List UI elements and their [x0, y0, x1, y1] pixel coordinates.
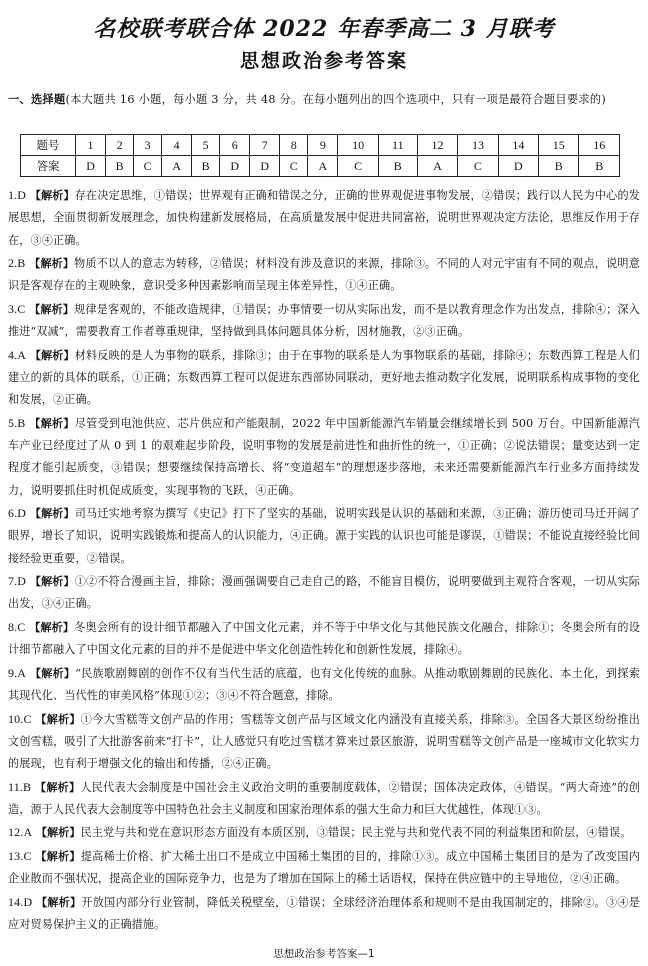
- item-text: 司马迁实地考察为撰写《史记》打下了坚实的基础，说明实践是认识的基础和来源，③正确；游历使司马迁开阔了眼界，增长了知识，说明实践锻炼和提高人的认识能力，④正确。源于实践的认识也可能是谬误，①错误；不能说直接经验比间接经验更重要，②错误。: [8, 507, 640, 565]
- item-number: 12.A: [8, 825, 33, 840]
- analysis-tag: 【解析】: [29, 302, 75, 316]
- question-number: 15: [539, 135, 579, 156]
- answer-table: [20, 134, 620, 177]
- answer-cell: C: [458, 156, 498, 177]
- explanation-item: [8, 412, 640, 502]
- question-number: 5: [192, 135, 220, 156]
- answer-cell: A: [162, 156, 192, 177]
- item-number: 14.D: [8, 894, 33, 909]
- question-number: 10: [338, 135, 378, 156]
- analysis-tag: 【解析】: [29, 348, 75, 362]
- answer-cell: C: [338, 156, 378, 177]
- item-text: 尽管受到电池供应、芯片供应和产能限制，2022 年中国新能源汽车销量会继续增长到 500 万台。中国新能源汽车产业已经度过了从 0 到 1 的艰难起步阶段，说明事物的发展是前进性和曲折性的统一，①正确；②说法错误；量变达到一定程度才能引起质变，③错误；想要继续保持高增长、将“变道超车”的理想逐步落地，未来还需要新能源汽车行业多方面持续发力，说明要抓住时机促成质变，实现事物的飞跃，④正确。: [8, 416, 640, 497]
- item-number: 9.A: [8, 665, 27, 680]
- item-text: 开放国内部分行业管制，降低关税壁垒，①错误；全球经济治理体系和规则不是由我国制定的，排除②。③④是应对贸易保护主义的正确措施。: [8, 895, 640, 931]
- analysis-tag: 【解析】: [35, 826, 81, 840]
- item-number: 4.A: [8, 347, 27, 362]
- explanation-item: [8, 298, 640, 344]
- explanation-item: [8, 776, 640, 822]
- question-number: 3: [134, 135, 162, 156]
- analysis-tag: 【解析】: [35, 780, 81, 794]
- question-number: 1: [76, 135, 106, 156]
- item-number: 5.B: [8, 415, 26, 430]
- answer-cell: B: [579, 156, 620, 177]
- explanation-item: [8, 252, 640, 298]
- analysis-tag: 【解析】: [35, 849, 81, 863]
- answer-cell: B: [192, 156, 220, 177]
- section-heading: 一、选择题: [8, 93, 66, 106]
- analysis-tag: 【解析】: [29, 620, 75, 634]
- question-number: 8: [280, 135, 308, 156]
- row-label-answer: 答案: [21, 156, 76, 177]
- item-number: 8.C: [8, 619, 26, 634]
- item-text: 民主党与共和党在意识形态方面没有本质区别，③错误；民主党与共和党代表不同的利益集团和阶层，④错误。: [80, 826, 632, 840]
- analysis-tag: 【解析】: [29, 666, 76, 680]
- item-text: 人民代表大会制度是中国社会主义政治文明的重要制度载体，②错误；国体决定政体，④错误。“两大奇迹”的创造，源于人民代表大会制度等中国特色社会主义制度和国家治理体系的强大生命力和巨大优越性，体现①③。: [8, 780, 640, 816]
- analysis-tag: 【解析】: [29, 507, 75, 521]
- item-text: 物质不以人的意志为转移，②错误；材料没有涉及意识的来源，排除③。不同的人对元宇宙有不同的观点，说明意识是客观存在的主观映象，意识受多种因素影响而呈现主体差异性，①④正确。: [8, 257, 640, 293]
- item-text: 冬奥会所有的设计细节都融入了中国文化元素，并不等于中华文化与其他民族文化融合，排除①；冬奥会所有的设计细节都融入了中国文化元素的目的并不是促进中华文化创造性转化和创新性发展，排除④。: [8, 620, 640, 657]
- item-text: 提高稀土价格、扩大稀土出口不是成立中国稀土集团的目的，排除①③。成立中国稀土集团目的是为了改变国内企业散而不强状况，提高企业的国际竞争力，也是为了增加在国际上的稀土话语权，保持在供应链中的主导地位，②④正确。: [8, 849, 640, 886]
- answer-row: [21, 156, 620, 177]
- answer-cell: B: [539, 156, 579, 177]
- question-number: 11: [378, 135, 417, 156]
- question-number: 7: [250, 135, 280, 156]
- item-number: 10.C: [8, 711, 32, 726]
- explanation-item: [8, 845, 640, 891]
- answer-cell: D: [76, 156, 106, 177]
- section-intro: [8, 90, 638, 110]
- item-number: 11.B: [8, 779, 32, 794]
- answer-cell: A: [417, 156, 457, 177]
- exam-title: 名校联考联合体 2022 年春季高二 3 月联考: [93, 16, 555, 42]
- row-label-question: 题号: [21, 135, 76, 156]
- question-number: 12: [417, 135, 457, 156]
- page-footer: 思想政治参考答案—1: [273, 948, 375, 960]
- item-number: 7.D: [8, 574, 27, 589]
- explanation-list: [8, 184, 640, 936]
- explanation-item: [8, 891, 640, 937]
- explanation-item: [8, 184, 640, 252]
- question-number-row: [21, 135, 620, 156]
- explanation-item: [8, 708, 640, 776]
- item-text: ①今大雪糕等文创产品的作用；雪糕等文创产品与区域文化内涵没有直接关系，排除③。全国各大景区纷纷推出文创雪糕，吸引了大批游客前来“打卡”，让人感觉只有吃过雪糕才算来过景区旅游，说明雪糕等文创产品是一座城市文化软实力的展现，也有利于增强文化的输出和传播，②④正确。: [8, 712, 640, 771]
- item-text: 规律是客观的，不能改造规律，①错误；办事情要一切从实际出发，而不是以教育理念作为出发点，排除④；深入推进“双减”，需要教育工作者尊重规律，坚持做到具体问题具体分析，因材施教，②③正确。: [8, 302, 640, 339]
- question-number: 9: [308, 135, 338, 156]
- answer-cell: C: [280, 156, 308, 177]
- analysis-tag: 【解析】: [29, 257, 75, 271]
- page-title: 思想政治参考答案: [239, 50, 408, 72]
- analysis-tag: 【解析】: [29, 189, 75, 202]
- question-number: 4: [162, 135, 192, 156]
- answer-cell: B: [106, 156, 134, 177]
- item-text: ①②不符合漫画主旨，排除；漫画强调要自己走自己的路，不能盲目模仿，说明要做到主观符合客观，一切从实际出发，③④正确。: [8, 575, 640, 611]
- question-number: 13: [458, 135, 498, 156]
- answer-cell: A: [308, 156, 338, 177]
- item-number: 2.B: [8, 256, 26, 271]
- explanation-item: [8, 662, 640, 708]
- question-number: 16: [579, 135, 620, 156]
- explanation-item: [8, 344, 640, 412]
- analysis-tag: 【解析】: [36, 895, 82, 909]
- explanation-item: [8, 821, 640, 844]
- item-text: “民族歌剧舞剧的创作不仅有当代生活的底蕴，也有文化传统的血脉。从推动歌剧舞剧的民族化、本土化，到探索其现代化、当代性的审美风格”体现①②；③④不符合题意，排除。: [8, 666, 640, 703]
- question-number: 14: [498, 135, 538, 156]
- question-number: 6: [220, 135, 250, 156]
- answer-cell: D: [220, 156, 250, 177]
- item-text: 材料反映的是人为事物的联系，排除③；由于在事物的联系是人为事物联系的基础，排除④；东数西算工程是人们建立的新的具体的联系，①正确；东数西算工程可以促进东西部协同联动，更好地去推动数字化发展，说明联系构成事物的变化和发展，②正确。: [8, 348, 640, 407]
- item-text: 存在决定思维，①错误；世界观有正确和错误之分，正确的世界观促进事物发展，②错误；践行以人民为中心的发展思想，全面贯彻新发展理念，加快构建新发展格局，在高质量发展中促进共同富裕，说明世界观决定方法论，思维反作用于存在，③④正确。: [8, 189, 640, 247]
- item-number: 1.D: [8, 188, 27, 202]
- answer-cell: D: [498, 156, 538, 177]
- explanation-item: [8, 502, 640, 570]
- analysis-tag: 【解析】: [35, 712, 81, 726]
- analysis-tag: 【解析】: [29, 575, 75, 589]
- answer-cell: D: [250, 156, 280, 177]
- question-number: 2: [106, 135, 134, 156]
- answer-cell: C: [134, 156, 162, 177]
- analysis-tag: 【解析】: [29, 416, 75, 430]
- item-number: 13.C: [8, 848, 32, 863]
- explanation-item: [8, 570, 640, 616]
- explanation-item: [8, 616, 640, 662]
- item-number: 6.D: [8, 506, 27, 521]
- item-number: 3.C: [8, 301, 26, 316]
- answer-cell: B: [378, 156, 417, 177]
- section-note: (本大题共 16 小题，每小题 3 分，共 48 分。在每小题列出的四个选项中，只有一项是最符合题目要求的): [65, 93, 606, 106]
